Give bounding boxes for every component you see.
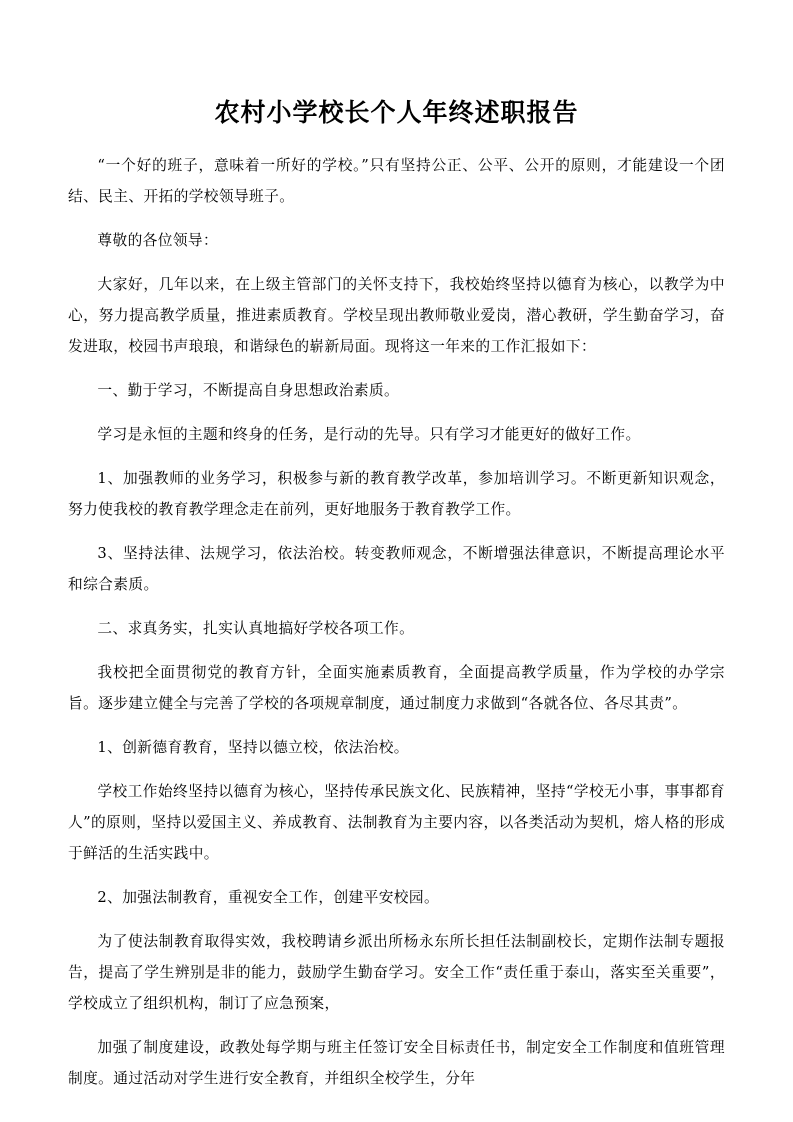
- paragraph: 大家好，几年以来，在上级主管部门的关怀支持下，我校始终坚持以德育为核心，以教学为中心，努力提高教学质量，推进素质教育。学校呈现出教师敬业爱岗，潜心教研，学生勤奋学习，奋发进取，校园书声琅琅，和谐绿色的崭新局面。现将这一年来的工作汇报如下：: [68, 275, 725, 355]
- paragraph: 尊敬的各位领导：: [97, 231, 219, 249]
- paragraph: 1、创新德育教育，坚持以德立校，依法治校。: [97, 738, 409, 756]
- paragraph: 2、加强法制教育，重视安全工作，创建平安校园。: [97, 888, 440, 906]
- paragraph: 我校把全面贯彻党的教育方针，全面实施素质教育，全面提高教学质量，作为学校的办学宗旨。逐步建立健全与完善了学校的各项规章制度，通过制度力求做到“各就各位、各尽其责”。: [68, 663, 725, 712]
- paragraph: 二、求真务实，扎实认真地搞好学校各项工作。: [97, 619, 415, 637]
- paragraph: 3、坚持法律、法规学习，依法治校。转变教师观念，不断增强法律意识，不断提高理论水平和综合素质。: [68, 544, 725, 593]
- paragraph: “一个好的班子，意味着一所好的学校。”只有坚持公正、公平、公开的原则，才能建设一个团结、民主、开拓的学校领导班子。: [68, 156, 725, 205]
- page-title: 农村小学校长个人年终述职报告: [214, 98, 579, 127]
- paragraph: 学校工作始终坚持以德育为核心，坚持传承民族文化、民族精神，坚持“学校无小事，事事都育人”的原则，坚持以爱国主义、养成教育、法制教育为主要内容，以各类活动为契机，熔人格的形成于鲜活的生活实践中。: [68, 782, 725, 862]
- paragraph: 1、加强教师的业务学习，积极参与新的教育教学改革，参加培训学习。不断更新知识观念，努力使我校的教育教学理念走在前列，更好地服务于教育教学工作。: [68, 469, 725, 518]
- paragraph: 为了使法制教育取得实效，我校聘请乡派出所杨永东所长担任法制副校长，定期作法制专题报告，提高了学生辨别是非的能力，鼓励学生勤奋学习。安全工作“责任重于泰山，落实至关重要”，学校成立了组织机构，制订了应急预案，: [68, 932, 725, 1012]
- paragraph: 一、勤于学习，不断提高自身思想政治素质。: [97, 381, 400, 399]
- paragraph: 加强了制度建设，政教处每学期与班主任签订安全目标责任书，制定安全工作制度和值班管理制度。通过活动对学生进行安全教育，并组织全校学生，分年: [68, 1038, 725, 1087]
- paragraph: 学习是永恒的主题和终身的任务，是行动的先导。只有学习才能更好的做好工作。: [97, 425, 641, 443]
